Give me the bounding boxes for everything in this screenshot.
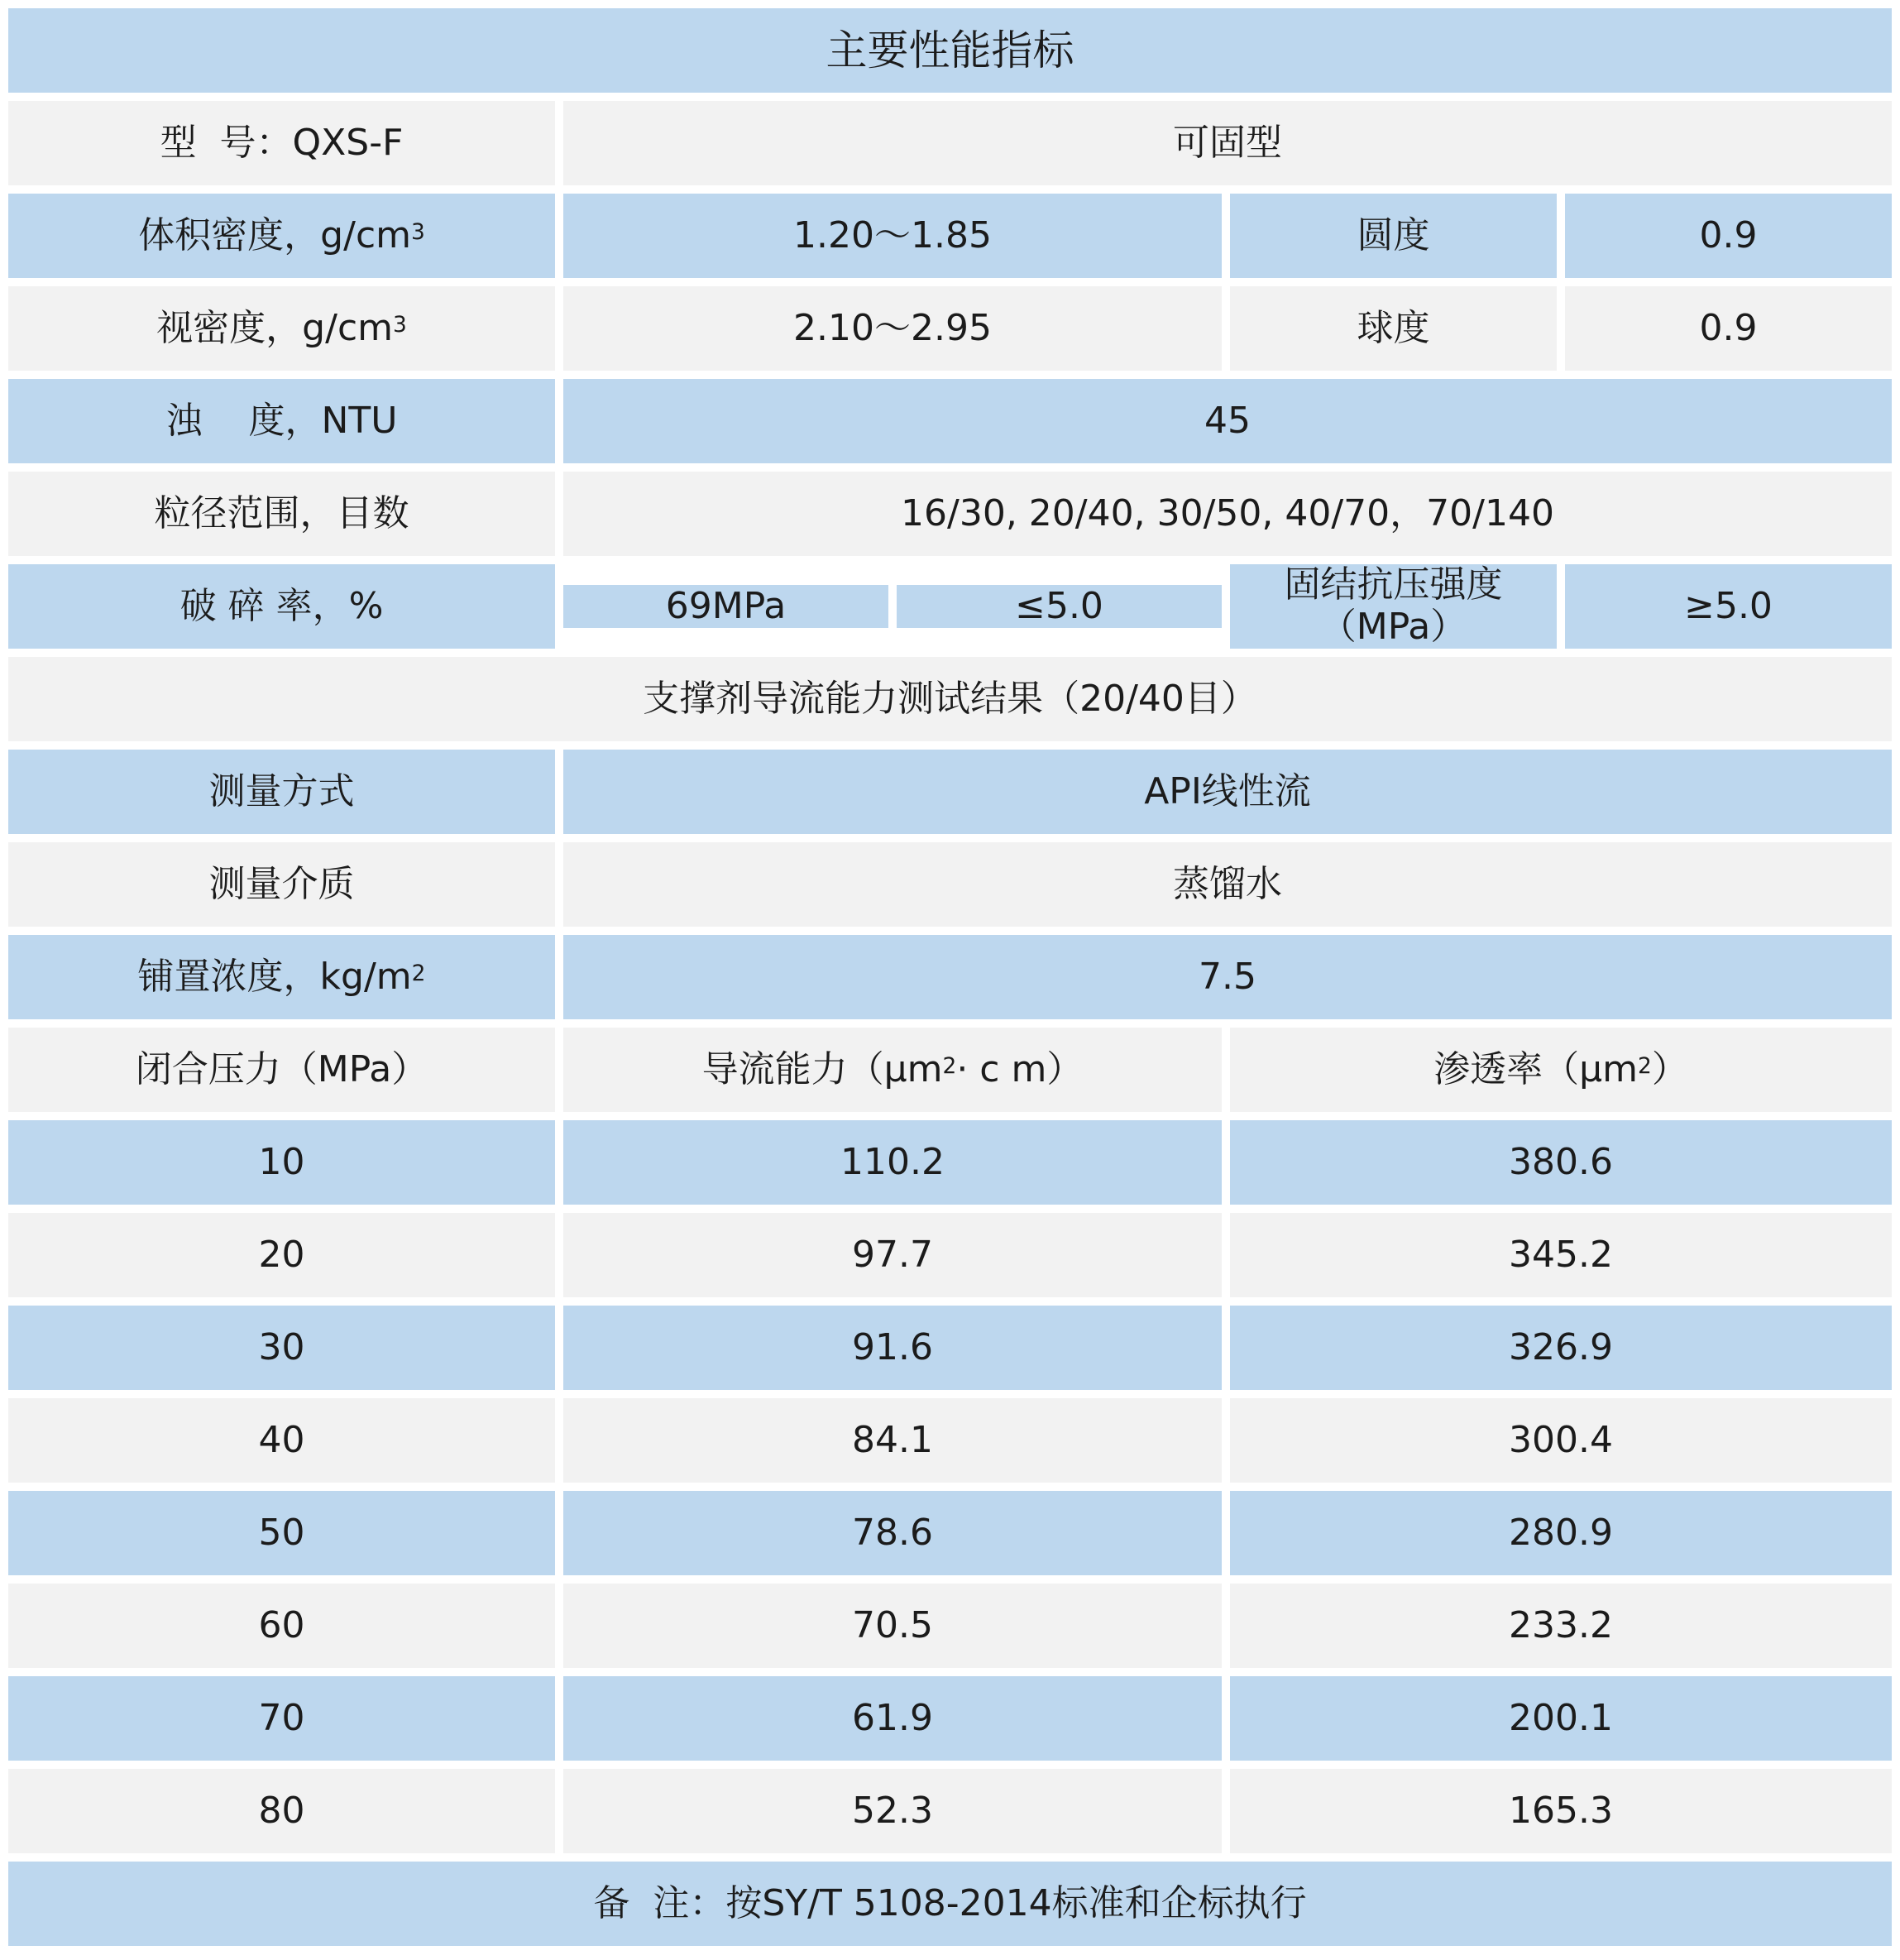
apparent-density-label: 视密度，g/cm $^3$ bbox=[8, 286, 555, 371]
turbidity-label: 浊 度，NTU bbox=[8, 379, 555, 463]
sphericity-label: 球度 bbox=[1230, 286, 1557, 371]
pressure-cell: 40 bbox=[8, 1398, 555, 1483]
closure-pressure-header: 闭合压力（MPa） bbox=[8, 1028, 555, 1112]
method-label: 测量方式 bbox=[8, 750, 555, 834]
permeability-cell: 233.2 bbox=[1230, 1584, 1892, 1668]
conductivity-header: 导流能力（μm $^2$ · c m） bbox=[563, 1028, 1222, 1112]
conductivity-cell: 97.7 bbox=[563, 1213, 1222, 1297]
table-title: 主要性能指标 bbox=[8, 8, 1892, 93]
pressure-cell: 50 bbox=[8, 1491, 555, 1575]
size-range-value: 16/30, 20/40, 30/50, 40/70，70/140 bbox=[563, 472, 1892, 556]
roundness-value: 0.9 bbox=[1565, 194, 1892, 278]
pressure-cell: 30 bbox=[8, 1306, 555, 1390]
permeability-cell: 345.2 bbox=[1230, 1213, 1892, 1297]
bulk-density-label: 体积密度，g/cm $^3$ bbox=[8, 194, 555, 278]
model-value: 可固型 bbox=[563, 101, 1892, 185]
conductivity-cell: 110.2 bbox=[563, 1120, 1222, 1205]
permeability-cell: 380.6 bbox=[1230, 1120, 1892, 1205]
conductivity-cell: 91.6 bbox=[563, 1306, 1222, 1390]
roundness-label: 圆度 bbox=[1230, 194, 1557, 278]
crush-rate-value: ≤5.0 bbox=[897, 585, 1222, 629]
compressive-strength-value: ≥5.0 bbox=[1565, 564, 1892, 649]
loading-label: 铺置浓度，kg/m $^2$ bbox=[8, 935, 555, 1019]
model-label: 型 号：QXS-F bbox=[8, 101, 555, 185]
pressure-cell: 80 bbox=[8, 1769, 555, 1853]
conductivity-cell: 70.5 bbox=[563, 1584, 1222, 1668]
permeability-cell: 326.9 bbox=[1230, 1306, 1892, 1390]
sphericity-value: 0.9 bbox=[1565, 286, 1892, 371]
footnote: 备 注：按SY/T 5108-2014标准和企标执行 bbox=[8, 1862, 1892, 1946]
crush-pressure-value: 69MPa bbox=[563, 585, 888, 629]
apparent-density-value: 2.10～2.95 bbox=[563, 286, 1222, 371]
size-range-label: 粒径范围，目数 bbox=[8, 472, 555, 556]
permeability-header: 渗透率（μm $^2$ ） bbox=[1230, 1028, 1892, 1112]
pressure-cell: 10 bbox=[8, 1120, 555, 1205]
conductivity-cell: 61.9 bbox=[563, 1676, 1222, 1761]
crush-rate-split bbox=[563, 564, 1222, 649]
permeability-cell: 280.9 bbox=[1230, 1491, 1892, 1575]
bulk-density-value: 1.20～1.85 bbox=[563, 194, 1222, 278]
pressure-cell: 20 bbox=[8, 1213, 555, 1297]
pressure-cell: 60 bbox=[8, 1584, 555, 1668]
pressure-cell: 70 bbox=[8, 1676, 555, 1761]
conductivity-cell: 78.6 bbox=[563, 1491, 1222, 1575]
turbidity-value: 45 bbox=[563, 379, 1892, 463]
conductivity-section-title: 支撑剂导流能力测试结果（20/40目） bbox=[8, 657, 1892, 741]
compressive-strength-label: 固结抗压强度（MPa） bbox=[1230, 564, 1557, 649]
medium-value: 蒸馏水 bbox=[563, 842, 1892, 927]
conductivity-cell: 84.1 bbox=[563, 1398, 1222, 1483]
crush-rate-label: 破 碎 率，% bbox=[8, 564, 555, 649]
loading-value: 7.5 bbox=[563, 935, 1892, 1019]
permeability-cell: 200.1 bbox=[1230, 1676, 1892, 1761]
permeability-cell: 300.4 bbox=[1230, 1398, 1892, 1483]
permeability-cell: 165.3 bbox=[1230, 1769, 1892, 1853]
conductivity-cell: 52.3 bbox=[563, 1769, 1222, 1853]
medium-label: 测量介质 bbox=[8, 842, 555, 927]
method-value: API线性流 bbox=[563, 750, 1892, 834]
